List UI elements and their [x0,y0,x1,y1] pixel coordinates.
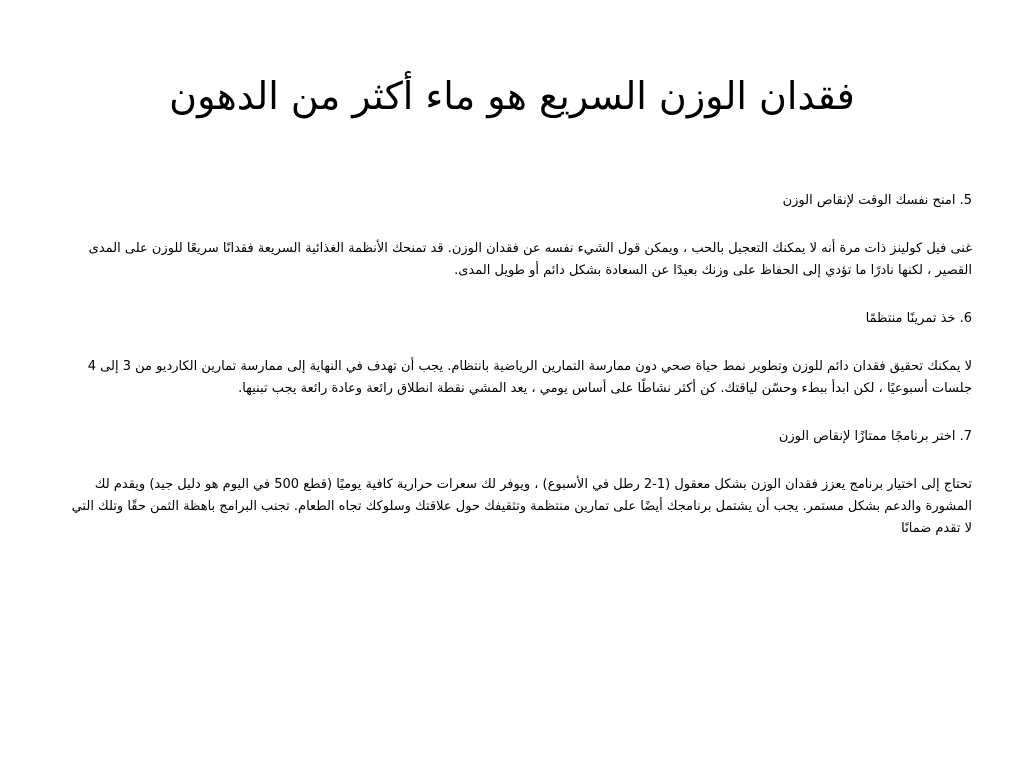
section-body-5: غنى فيل كولينز ذات مرة أنه لا يمكنك التعجيل بالحب ، ويمكن قول الشيء نفسه عن فقدان الوزن. قد تمنحك الأنظمة الغذائية السريعة فقدانًا سريعًا للوزن على المدى القصير ، لكنها نادرًا ما تؤدي إلى الحفاظ على وزنك بعيدًا عن السعادة بشكل دائم أو طويل المدى. [88,241,972,278]
section-body-7: تحتاج إلى اختيار برنامج يعزز فقدان الوزن بشكل معقول (1-2 رطل في الأسبوع) ، ويوفر لك سعرات حرارية كافية يوميًا (قطع 500 في اليوم هو دليل جيد) ويقدم لك المشورة والدعم بشكل مستمر. يجب أن يشتمل برنامجك أيضًا على تمارين منتظمة وتثقيفك حول علاقتك وسلوكك تجاه الطعام. تجنب البرامج باهظة الثمن حقًا وتلك التي لا تقدم ضمانًا [71,477,972,536]
section-body-6: لا يمكنك تحقيق فقدان دائم للوزن وتطوير نمط حياة صحي دون ممارسة التمارين الرياضية بانتظام. يجب أن تهدف في النهاية إلى ممارسة تمارين الكارديو من 3 إلى 4 جلسات أسبوعيًا ، لكن ابدأ ببطء وحسّن لياقتك. كن أكثر نشاطًا على أساس يومي ، يعد المشي نقطة انطلاق رائعة وعادة رائعة يجب تبنيها. [87,359,972,396]
slide-content [70,190,972,566]
slide-title: فقدان الوزن السريع هو ماء أكثر من الدهون [169,74,855,118]
section-heading-5: 5. امنح نفسك الوقت لإنقاص الوزن [782,193,972,208]
section-heading-6: 6. خذ تمرينًا منتظمًا [865,311,972,326]
section-heading-7: 7. اختر برنامجًا ممتازًا لإنقاص الوزن [778,429,972,444]
